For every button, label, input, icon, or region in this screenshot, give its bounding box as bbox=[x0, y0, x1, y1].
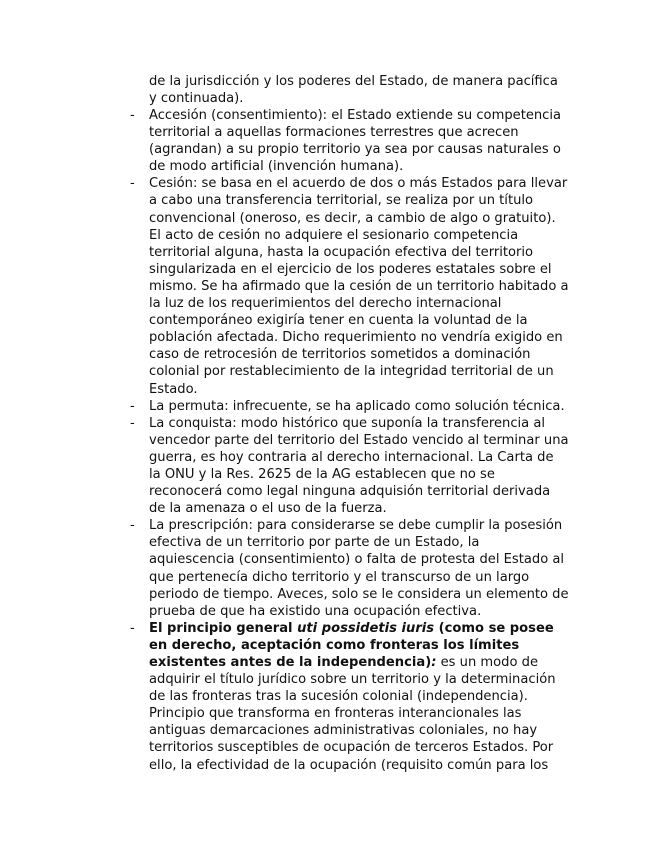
list-item-text: Cesión: se basa en el acuerdo de dos o más Estados para llevar a cabo una transferencia territorial, se realiza por un título convencional (oneroso, es decir, a cambio de algo o gratuito). El acto de cesión no adquiere el sesionario competencia territorial alguna, hasta la ocupación efectiva del territorio singularizada en el ejercicio de los poderes estatales sobre el mismo. Se ha afirmado que la cesión de un territorio habitado a la luz de los requerimientos del derecho internacional contemporáneo exigiría tener en cuenta la voluntad de la población afectada. Dicho requerimiento no vendría exigido en caso de retrocesión de territorios sometidos a dominación colonial por restablecimiento de la integridad territorial de un Estado. bbox=[149, 176, 569, 397]
list-item-text: Accesión (consentimiento): el Estado extiende su competencia territorial a aquellas formaciones terrestres que acrecen (agrandan) a su propio territorio ya sea por causas naturales o de modo artificial (invención humana). bbox=[149, 108, 562, 175]
latin-term: uti possidetis iuris bbox=[297, 620, 435, 636]
dash-bullet: - bbox=[130, 620, 135, 636]
principle-description: es un modo de adquirir el título jurídico sobre un territorio y la determinación de las fronteras tras la sucesión colonial (independencia). Principio que transforma en fronteras interancionales las antiguas demarcaciones administrativas coloniales, no hay territorios susceptibles de ocupación de terceros Estados. Por ello, la efectividad de la ocupación (requisito común para los bbox=[149, 655, 556, 773]
list-item-conquista bbox=[0, 415, 569, 518]
heading-colon: : bbox=[431, 655, 437, 670]
list-item-cesion bbox=[0, 175, 569, 397]
dash-bullet: - bbox=[130, 108, 135, 123]
list-item-accesion bbox=[0, 107, 569, 175]
principle-heading-start: El principio general bbox=[149, 620, 298, 636]
bullet-list bbox=[0, 107, 655, 774]
list-item-text: La permuta: infrecuente, se ha aplicado como solución técnica. bbox=[149, 398, 565, 414]
dash-bullet: - bbox=[130, 415, 135, 431]
dash-bullet: - bbox=[130, 176, 135, 192]
list-item-permuta bbox=[0, 398, 569, 415]
list-item-uti-possidetis bbox=[0, 620, 569, 774]
list-item-prescripcion bbox=[0, 517, 569, 620]
continuation-text: de la jurisdicción y los poderes del Estado, de manera pacífica y continuada). bbox=[149, 74, 558, 107]
list-item-text: La conquista: modo histórico que suponía la transferencia al vencedor parte del territorio del Estado vencido al terminar una guerra, es hoy contraria al derecho internacional. La Carta de la ONU y la Res. 2625 de la AG establecen que no se reconocerá como legal ninguna adquisión territorial derivada de la amenaza o el uso de la fuerza. bbox=[149, 415, 569, 517]
list-item-text: La prescripción: para considerarse se debe cumplir la posesión efectiva de un territorio por parte de un Estado, la aquiescencia (consentimiento) o falta de protesta del Estado al que pertenecía dicho territorio y el transcurso de un largo periodo de tiempo. Aveces, solo se le considera un elemento de prueba de que ha existido una ocupación efectiva. bbox=[149, 518, 569, 619]
dash-bullet: - bbox=[130, 398, 135, 414]
list-item-text bbox=[149, 620, 569, 774]
principle-heading-end: (como se posee en derecho, aceptación como fronteras los límites existentes antes de la independencia) bbox=[149, 620, 554, 670]
dash-bullet: - bbox=[130, 518, 135, 534]
